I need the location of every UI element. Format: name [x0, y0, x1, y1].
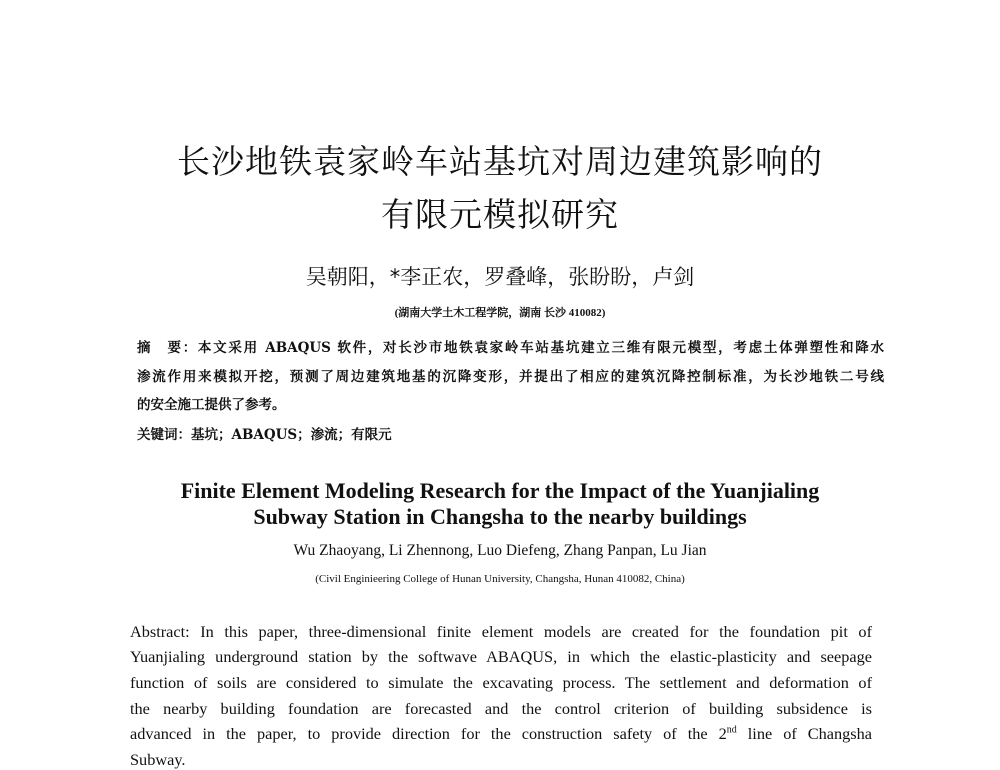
en-abstract-line: Subway. — [130, 750, 186, 769]
cn-abstract-line: 渗流作用来模拟开挖，预测了周边建筑地基的沉降变形，并提出了相应的建筑沉降控制标准，为长沙地铁二号线 — [137, 369, 884, 385]
text: line of Changsha — [736, 724, 872, 743]
cn-title-line-2: 有限元模拟研究 — [381, 195, 619, 234]
en-title-line-1: Finite Element Modeling Research for the Impact of the Yuanjialing — [180, 478, 820, 503]
en-authors: Wu Zhaoyang, Li Zhennong, Luo Diefeng, Zhang Panpan, Lu Jian — [293, 542, 707, 559]
text: advanced in the paper, to provide direction for the construction safety of the 2 — [130, 724, 727, 743]
cn-abstract-line: 摘 要：本文采用 ABAQUS 软件，对长沙市地铁袁家岭车站基坑建立三维有限元模型，考虑土体弹塑性和降水 — [137, 340, 884, 356]
en-abstract-line: the nearby building foundation are forecasted and the control criterion of building subsidence is — [130, 699, 872, 718]
superscript: nd — [726, 724, 737, 736]
en-abstract-line — [130, 724, 872, 744]
en-abstract-line: function of soils are considered to simulate the excavating process. The settlement and deformation of — [130, 673, 872, 692]
en-abstract-line: Yuanjialing underground station by the softwave ABAQUS, in which the elastic-plasticity and seepage — [130, 647, 872, 666]
en-affiliation: (Civil Enginieering College of Hunan University, Changsha, Hunan 410082, China) — [315, 573, 685, 585]
cn-keywords: 关键词：基坑；ABAQUS；渗流；有限元 — [137, 427, 392, 443]
cn-abstract-line: 的安全施工提供了参考。 — [137, 397, 286, 413]
cn-affiliation: (湖南大学土木工程学院，湖南 长沙 410082) — [394, 307, 606, 319]
cn-title-line-1: 长沙地铁袁家岭车站基坑对周边建筑影响的 — [177, 142, 823, 181]
cn-authors: 吴朝阳，*李正农，罗叠峰，张盼盼，卢剑 — [305, 265, 695, 289]
en-title-line-2: Subway Station in Changsha to the nearby buildings — [253, 504, 747, 529]
en-abstract-line: Abstract: In this paper, three-dimensional finite element models are created for the foundation pit of — [130, 622, 872, 641]
